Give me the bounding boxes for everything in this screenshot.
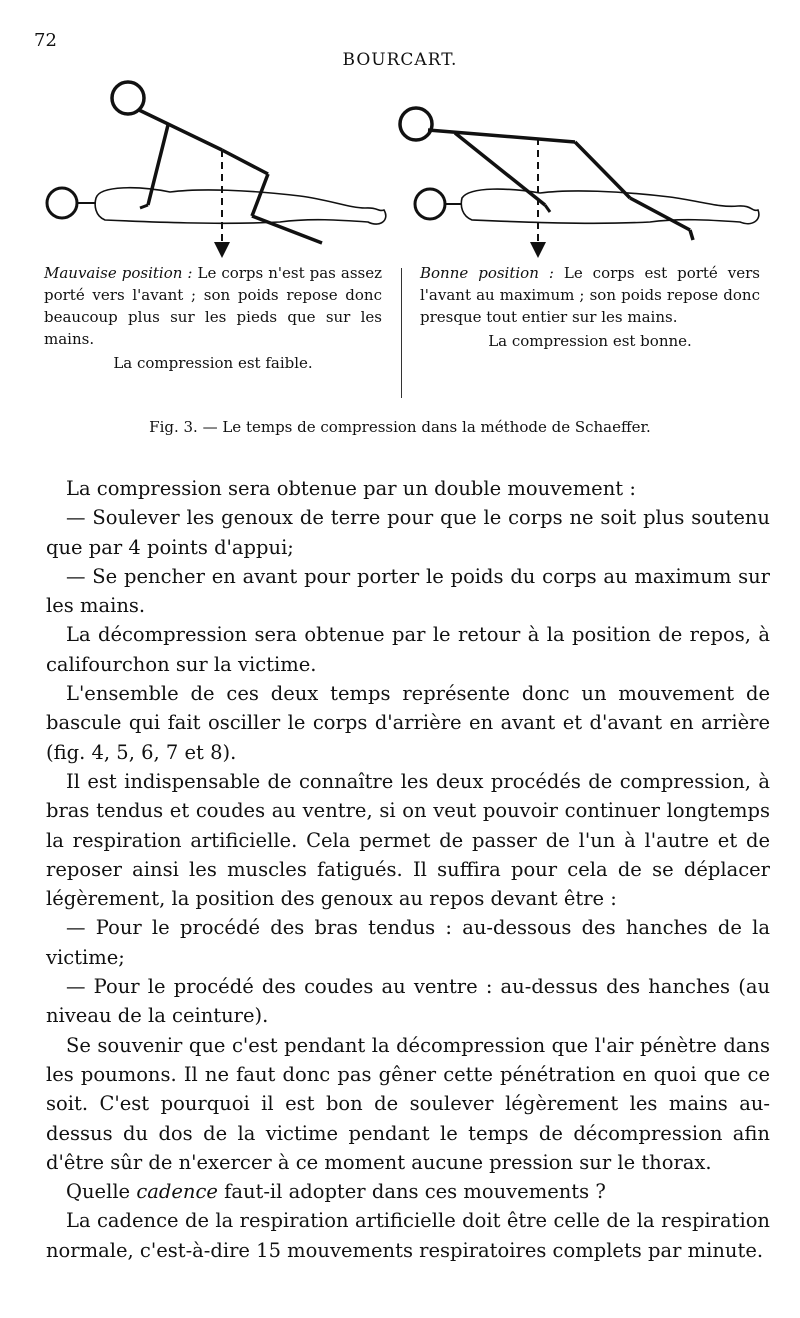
paragraph: La compression sera obtenue par un double mouvement : xyxy=(66,477,636,500)
final-paragraph: La cadence de la respiration artificielle doit être celle de la respiration normale, c'est-à-dire 15 mouvements respiratoires complets par minute. xyxy=(46,1209,770,1262)
running-title: BOURCART. xyxy=(342,50,458,70)
cadence-emphasis: cadence xyxy=(136,1180,218,1204)
cadence-question xyxy=(46,1177,770,1206)
cadence-after: faut-il adopter dans ces mouvements ? xyxy=(217,1180,606,1204)
good-position-text: Le corps est porté vers l'avant au maximum ; son poids repose donc presque tout entier sur les mains. xyxy=(420,264,760,326)
bad-position-caption xyxy=(44,262,382,374)
paragraph: Il est indispensable de connaître les deux procédés de compression, à bras tendus et coudes au ventre, si on veut pouvoir continuer longtemps la respiration artificielle. Cela permet de passer de l'un à l'autre et de reposer ainsi les muscles fatigués. Il suffira pour cela de se déplacer légèrement, la position des genoux au repos devant être : xyxy=(46,769,770,911)
bad-position-text: Le corps n'est pas assez porté vers l'avant ; son poids repose donc beaucoup plus sur les pieds que sur les mains. xyxy=(44,264,382,348)
paragraph: — Se pencher en avant pour porter le poids du corps au maximum sur les mains. xyxy=(46,564,770,618)
paragraph: — Pour le procédé des coudes au ventre : au-dessus des hanches (au niveau de la ceinture). xyxy=(46,975,770,1028)
page-number: 72 xyxy=(34,30,57,51)
good-position-summary: La compression est bonne. xyxy=(488,332,692,350)
bad-position-drawing xyxy=(47,82,386,250)
good-position-drawing xyxy=(400,108,759,250)
caption-divider xyxy=(401,268,402,398)
figure-illustration xyxy=(0,70,800,270)
paragraph: La décompression sera obtenue par le retour à la position de repos, à califourchon sur la victime. xyxy=(46,623,770,676)
bad-position-summary: La compression est faible. xyxy=(113,354,313,372)
bad-position-label: Mauvaise position : xyxy=(44,264,193,282)
good-position-label: Bonne position : xyxy=(420,264,554,282)
paragraph: — Pour le procédé des bras tendus : au-dessous des hanches de la victime; xyxy=(46,916,770,969)
good-position-caption xyxy=(420,262,760,352)
cadence-before: Quelle xyxy=(66,1180,137,1204)
paragraph: L'ensemble de ces deux temps représente donc un mouvement de bascule qui fait osciller le corps d'arrière en avant et d'avant en arrière (fig. 4, 5, 6, 7 et 8). xyxy=(46,682,770,764)
paragraph: Se souvenir que c'est pendant la décompression que l'air pénètre dans les poumons. Il ne faut donc pas gêner cette pénétration en quoi que ce soit. C'est pourquoi il est bon de soulever légèrement les mains au-dessus du dos de la victime pendant le temps de décompression afin d'être sûr de n'exercer à ce moment aucune pression sur le thorax. xyxy=(46,1033,770,1174)
figure-caption: Fig. 3. — Le temps de compression dans la méthode de Schaeffer. xyxy=(149,418,651,436)
body-text xyxy=(46,474,770,1265)
paragraph: — Soulever les genoux de terre pour que le corps ne soit plus soutenu que par 4 points d'appui; xyxy=(46,506,770,559)
